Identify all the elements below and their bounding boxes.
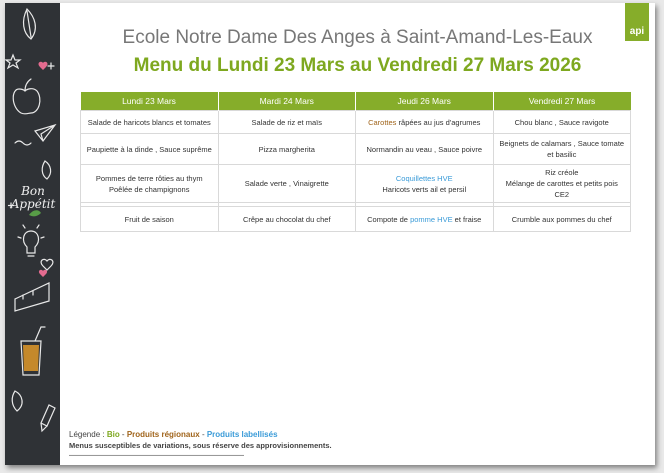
menu-cell: Normandin au veau , Sauce poivre [356, 134, 494, 165]
fine-print-line: ▬▬▬▬▬▬▬▬▬▬▬▬▬▬▬▬▬▬▬▬▬▬▬▬▬▬▬▬▬▬▬▬▬▬▬▬▬▬▬▬▬▬▬▬▬▬▬▬▬▬ [69, 453, 244, 457]
menu-cell: Chou blanc , Sauce ravigote [493, 111, 631, 134]
dish-text: Poêlée de champignons [109, 184, 190, 194]
menu-cell: Paupiette à la dinde , Sauce suprême [81, 134, 219, 165]
dish-text: Mélange de carottes et petits pois CE2 [505, 179, 618, 199]
menu-row-starter [81, 111, 631, 134]
menu-cell [356, 165, 494, 203]
day-header-monday: Lundi 23 Mars [81, 92, 219, 111]
legend [69, 430, 278, 439]
menu-cell: Salade de riz et maïs [218, 111, 356, 134]
lightbulb-icon [24, 231, 39, 253]
menu-cell: Pizza margherita [218, 134, 356, 165]
legend-regional: Produits régionaux [126, 430, 200, 439]
dish-text: et fraise [452, 214, 482, 224]
apple-icon [13, 89, 40, 114]
menu-cell: Fruit de saison [81, 207, 219, 232]
dish-text: Haricots verts ail et persil [382, 184, 467, 194]
menu-sheet [5, 3, 655, 465]
availability-note: Menus susceptibles de variations, sous réserve des approvisionnements. [69, 441, 332, 450]
menu-cell [81, 165, 219, 203]
menu-cell [356, 207, 494, 232]
labelled-product-label: Coquillettes HVE [395, 173, 453, 183]
menu-cell: Crêpe au chocolat du chef [218, 207, 356, 232]
menu-cell: Crumble aux pommes du chef [493, 207, 631, 232]
chalkboard-sidebar [5, 3, 60, 465]
appetit-text: Appétit [10, 197, 56, 211]
menu-table-header-row [81, 92, 631, 111]
bon-text: Bon [21, 184, 45, 198]
menu-cell: Salade verte , Vinaigrette [218, 165, 356, 203]
dish-text: Compote de [367, 214, 411, 224]
menu-cell [493, 165, 631, 203]
menu-row-main [81, 134, 631, 165]
menu-row-dessert [81, 207, 631, 232]
menu-cell: Salade de haricots blancs et tomates [81, 111, 219, 134]
legend-bio: Bio [106, 430, 120, 439]
bon-appetit-text [9, 185, 57, 211]
day-header-tuesday: Mardi 24 Mars [218, 92, 356, 111]
dish-text: Pommes de terre rôties au thym [95, 173, 203, 183]
legend-separator: - [119, 430, 127, 439]
day-header-friday: Vendredi 27 Mars [493, 92, 631, 111]
menu-table [80, 92, 631, 232]
regional-product-label: Carottes [368, 117, 397, 127]
page-title: Ecole Notre Dame Des Anges à Saint-Amand-Les-Eaux [122, 27, 593, 48]
legend-separator: - [199, 430, 207, 439]
chalk-illustrations [5, 3, 60, 465]
legend-labelled: Produits labellisés [206, 430, 278, 439]
menu-row-side [81, 165, 631, 203]
day-header-thursday: Jeudi 26 Mars [356, 92, 494, 111]
dish-text: râpées au jus d'agrumes [396, 117, 481, 127]
dish-text: Riz créole [545, 168, 579, 177]
cake-icon [15, 283, 49, 311]
menu-cell: Beignets de calamars , Sauce tomate et basilic [493, 134, 631, 165]
labelled-product-label: pomme HVE [410, 214, 453, 224]
legend-prefix: Légende : [69, 430, 107, 439]
api-logo: api [625, 3, 649, 41]
menu-period-title: Menu du Lundi 23 Mars au Vendredi 27 Mars 2026 [133, 55, 582, 76]
menu-cell [356, 111, 494, 134]
